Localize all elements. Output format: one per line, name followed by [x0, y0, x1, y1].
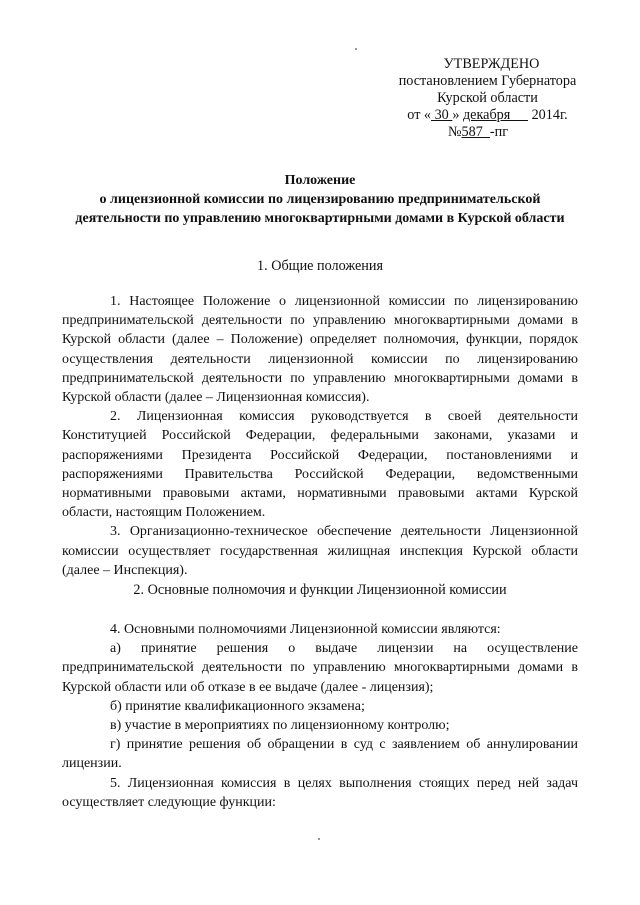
- paragraph-4v: в) участие в мероприятиях по лицензионному контролю;: [110, 718, 450, 734]
- title-line1: Положение: [284, 173, 356, 188]
- approval-number: [380, 124, 595, 141]
- date-mid: »: [452, 107, 463, 123]
- approval-line2: Курской области: [437, 90, 538, 106]
- paragraph-4a: а) принятие решения о выдаче лицензии на осуществление предпринимательской деятельности по управлению многоквартирными домами в Курской области или об отказе в ее выдаче (далее - лицензия);: [62, 641, 578, 695]
- approval-date: [380, 107, 595, 124]
- paragraph-4b: б) принятие квалификационного экзамена;: [110, 698, 365, 714]
- paragraph-2: 2. Лицензионная комиссия руководствуется в своей деятельности Конституцией Российской Федерации, федеральными законами, указами и распоряжениями Президента Российской Федерации, постановлениями и распоряжениями Правительства Российской Федерации, ведомственными нормативными правовыми актами, нормативными правовыми актами Курской области, настоящим Положением.: [62, 409, 578, 521]
- approved-label: УТВЕРЖДЕНО: [443, 56, 540, 72]
- scan-speck: [355, 48, 357, 50]
- approval-block: [380, 56, 595, 141]
- section1-heading: 1. Общие положения: [257, 258, 383, 274]
- section2-heading: 2. Основные полномочия и функции Лицензионной комиссии: [133, 582, 507, 598]
- paragraph-5: 5. Лицензионная комиссия в целях выполнения стоящих перед ней задач осуществляет следующие функции:: [62, 775, 578, 810]
- paragraph-3: 3. Организационно-техническое обеспечение деятельности Лицензионной комиссии осуществляет государственная жилищная инспекция Курской области (далее – Инспекция).: [62, 524, 578, 578]
- number-value: 587: [461, 124, 490, 140]
- document-title: [60, 171, 580, 228]
- section1-body: [62, 292, 578, 580]
- number-suffix: -пг: [489, 124, 509, 140]
- approval-line1: постановлением Губернатора: [398, 73, 577, 89]
- date-prefix: от «: [407, 107, 432, 123]
- title-line2: о лицензионной комиссии по лицензированию предпринимательской деятельности по управлению многоквартирными домами в Курской области: [75, 192, 565, 226]
- scan-speck: [318, 838, 320, 840]
- date-day: 30: [431, 107, 453, 123]
- number-prefix: №: [448, 124, 462, 140]
- paragraph-4g: г) принятие решения об обращении в суд с заявлением об аннулировании лицензии.: [62, 737, 578, 772]
- date-year: 2014г.: [528, 107, 568, 123]
- date-month: декабря: [462, 107, 529, 123]
- paragraph-1: 1. Настоящее Положение о лицензионной комиссии по лицензированию предпринимательской деятельности по управлению многоквартирными домами в Курской области (далее – Положение) определяет полномочия, функции, порядок осуществления деятельности лицензионной комиссии по лицензированию предпринимательской деятельности по управлению многоквартирными домами в Курской области (далее – Лицензионная комиссия).: [62, 294, 578, 406]
- paragraph-4: 4. Основными полномочиями Лицензионной комиссии являются:: [110, 622, 501, 637]
- section2-body: [62, 620, 578, 812]
